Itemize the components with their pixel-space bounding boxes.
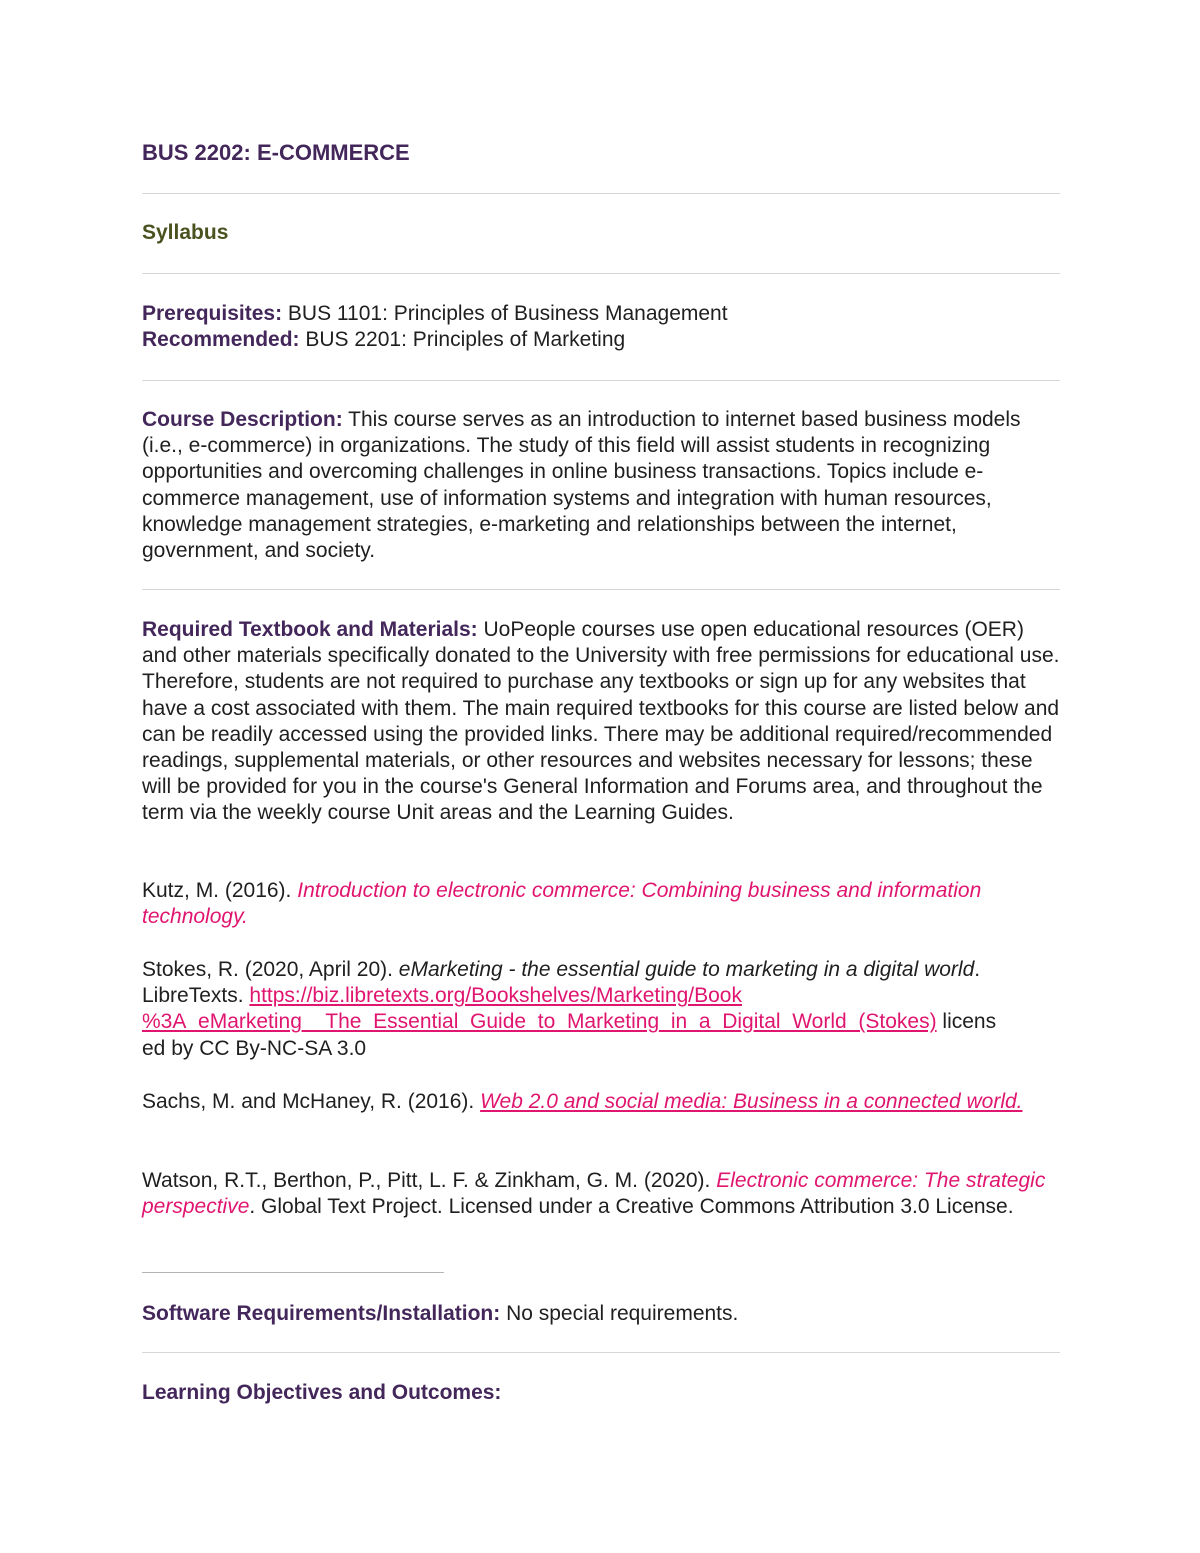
reference-publisher: . Global Text Project. Licensed under a Creative Commons Attribution 3.0 License. — [249, 1195, 1014, 1219]
course-description-text: This course serves as an introduction to internet based business models (i.e., e-commerce) in organizations. The study of this field will assist students in recognizing opportunities and overcoming challenges in online business transactions. Topics include e-commerce management, use of information systems and integration with human resources, knowledge management strategies, e-marketing and relationships between the internet, government, and society. — [142, 408, 1021, 563]
reference-url-link-continued[interactable]: %3A_eMarketing__The_Essential_Guide_to_Marketing_in_a_Digital_World_(Stokes) — [142, 1010, 937, 1034]
reference-author: Sachs, M. and McHaney, R. (2016). — [142, 1090, 481, 1113]
objectives-label: Learning Objectives and Outcomes: — [142, 1381, 502, 1404]
reference-stokes — [142, 957, 1062, 1062]
course-description — [142, 407, 1062, 564]
divider — [142, 589, 1060, 590]
required-materials-text: UoPeople courses use open educational resources (OER) and other materials specifically donated to the University with free permissions for educational use. Therefore, students are not required to purchase any textbooks or sign up for any websites that have a cost associated with them. The main required textbooks for this course are listed below and can be readily accessed using the provided links. There may be additional required/recommended readings, supplemental materials, or other resources and websites necessary for lessons; these will be provided for you in the course's General Information and Forums area, and throughout the term via the weekly course Unit areas and the Learning Guides. — [142, 618, 1060, 825]
course-description-section — [142, 407, 1062, 564]
divider — [142, 193, 1060, 194]
course-description-label: Course Description: — [142, 408, 343, 431]
reference-title-link[interactable]: Web 2.0 and social media: Business in a connected world. — [480, 1090, 1023, 1113]
reference-author: Stokes, R. (2020, April 20). — [142, 958, 399, 981]
short-divider — [142, 1272, 444, 1273]
required-materials-label: Required Textbook and Materials: — [142, 618, 478, 641]
reference-publisher: . LibreTexts. — [142, 958, 981, 1008]
reference-watson — [142, 1168, 1062, 1220]
reference-url-link[interactable]: https://biz.libretexts.org/Bookshelves/Marketing/Book — [249, 984, 742, 1008]
syllabus-heading: Syllabus — [142, 221, 229, 244]
divider — [142, 380, 1060, 381]
reference-author: Kutz, M. (2016). — [142, 879, 298, 902]
divider — [142, 273, 1060, 274]
software-section — [142, 1301, 1062, 1327]
reference-license-continued: ed by CC By-NC-SA 3.0 — [142, 1036, 367, 1060]
prerequisites-line — [142, 301, 1062, 327]
course-title: BUS 2202: E-COMMERCE — [142, 140, 410, 165]
reference-kutz — [142, 878, 1062, 930]
reference-title-link[interactable]: Introduction to electronic commerce: Combining business and information technology. — [142, 879, 982, 929]
reference-title-link[interactable]: Electronic commerce: The strategic perspective — [142, 1169, 1046, 1219]
reference-sachs — [142, 1089, 1062, 1115]
objectives-section — [142, 1380, 1062, 1406]
recommended-label: Recommended: — [142, 328, 300, 352]
divider — [142, 1352, 1060, 1353]
recommended-line — [142, 327, 1062, 353]
software-value: No special requirements. — [500, 1302, 739, 1325]
prerequisites-label: Prerequisites: — [142, 302, 283, 325]
required-materials-section — [142, 617, 1062, 827]
recommended-value: BUS 2201: Principles of Marketing — [299, 328, 626, 352]
reference-license: licens — [936, 1010, 997, 1034]
reference-title: eMarketing - the essential guide to marketing in a digital world — [398, 958, 975, 981]
prerequisites-section — [142, 301, 1062, 353]
reference-author: Watson, R.T., Berthon, P., Pitt, L. F. & Zinkham, G. M. (2020). — [142, 1169, 717, 1192]
prerequisites-value: BUS 1101: Principles of Business Management — [282, 302, 728, 325]
required-materials — [142, 617, 1062, 827]
software-label: Software Requirements/Installation: — [142, 1302, 501, 1325]
